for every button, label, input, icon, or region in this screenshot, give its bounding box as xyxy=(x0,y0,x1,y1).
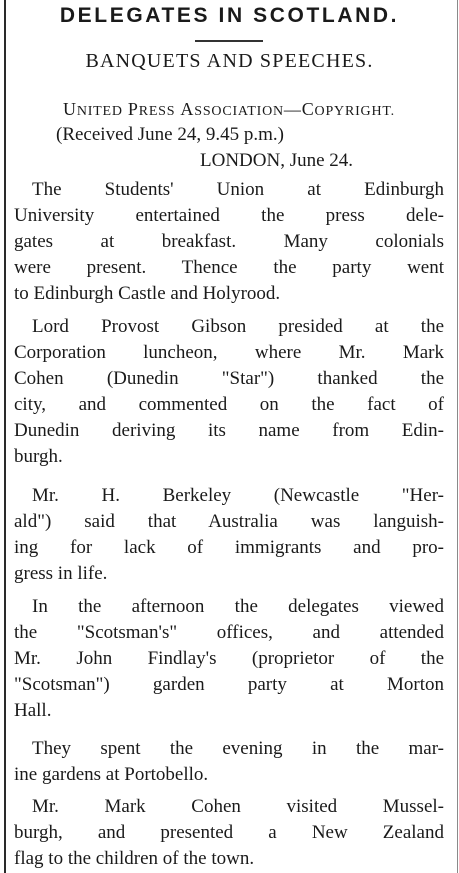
body-line: the "Scotsman's" offices, and attended xyxy=(14,622,444,643)
body-line: Mr. H. Berkeley (Newcastle "Her- xyxy=(32,485,444,506)
wire-credit: UNITED PRESS ASSOCIATION—COPYRIGHT. xyxy=(63,99,395,119)
body-line: burgh, and presented a New Zealand xyxy=(14,822,444,843)
body-line: In the afternoon the delegates viewed xyxy=(32,596,444,617)
body-line: Cohen (Dunedin "Star") thanked the xyxy=(14,368,444,389)
body-line: Corporation luncheon, where Mr. Mark xyxy=(14,342,444,363)
body-line: gress in life. xyxy=(14,563,108,584)
received-line: (Received June 24, 9.45 p.m.) xyxy=(56,124,284,145)
body-line: University entertained the press dele- xyxy=(14,205,444,226)
body-line: burgh. xyxy=(14,446,63,467)
body-line: gates at breakfast. Many colonials xyxy=(14,231,444,252)
column-rule-right xyxy=(457,0,458,873)
body-line: Lord Provost Gibson presided at the xyxy=(32,316,444,337)
body-line: "Scotsman") garden party at Morton xyxy=(14,674,444,695)
dateline: LONDON, June 24. xyxy=(200,150,354,171)
headline-divider xyxy=(195,40,263,42)
body-line: flag to the children of the town. xyxy=(14,848,255,869)
body-line: ing for lack of immigrants and pro- xyxy=(14,537,444,558)
headline: DELEGATES IN SCOTLAND. xyxy=(59,4,400,27)
body-line: The Students' Union at Edinburgh xyxy=(32,179,444,200)
body-line: Mr. Mark Cohen visited Mussel- xyxy=(32,796,444,817)
body-line: ald") said that Australia was languish- xyxy=(14,511,444,532)
body-line: Dunedin deriving its name from Edin- xyxy=(14,420,444,441)
column-rule-left xyxy=(4,0,6,873)
body-line: were present. Thence the party went xyxy=(14,257,444,278)
body-line: Mr. John Findlay's (proprietor of the xyxy=(14,648,444,669)
subheadline: BANQUETS AND SPEECHES. xyxy=(85,50,374,72)
body-line: to Edinburgh Castle and Holyrood. xyxy=(14,283,281,304)
body-line: ine gardens at Portobello. xyxy=(14,764,209,785)
body-line: city, and commented on the fact of xyxy=(14,394,444,415)
body-line: Hall. xyxy=(14,700,52,721)
body-line: They spent the evening in the mar- xyxy=(32,738,444,759)
